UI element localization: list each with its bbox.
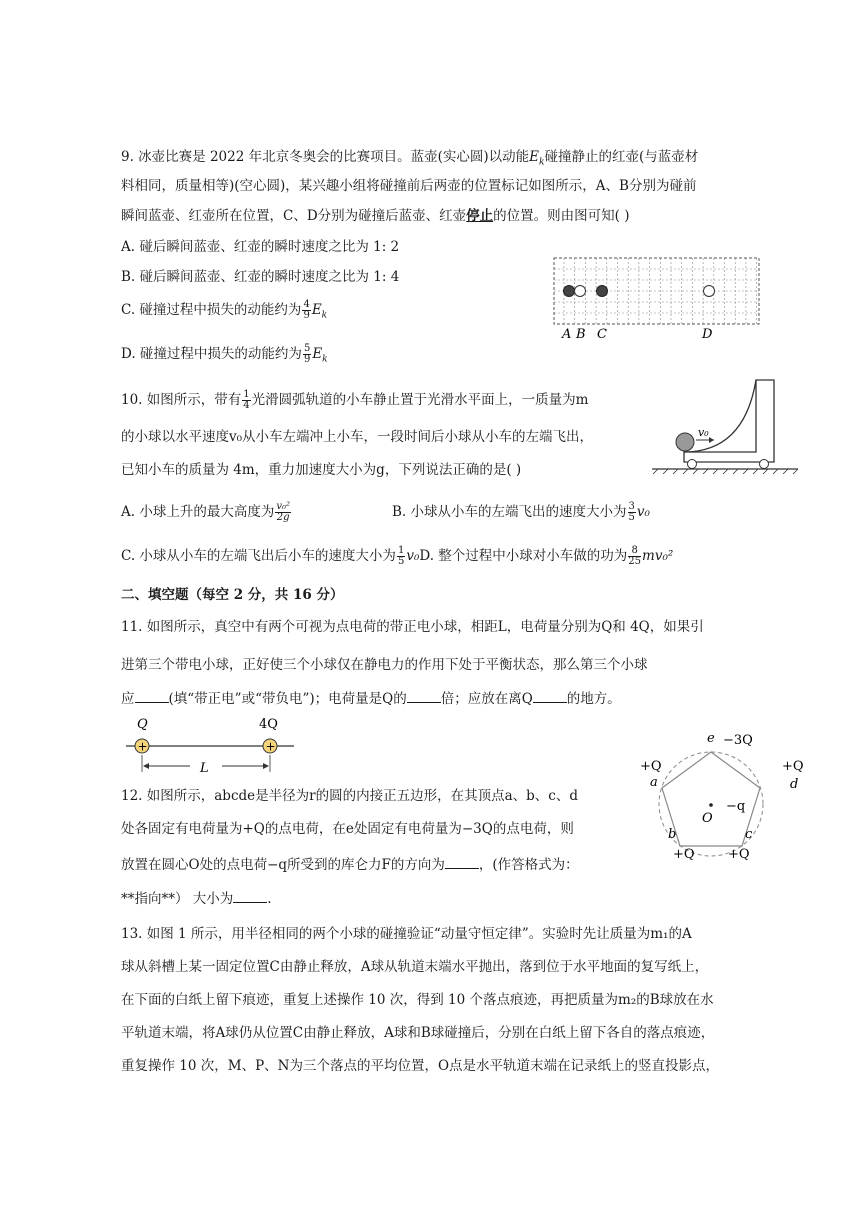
q10-option-c-d: C. 小球从小车的左端飞出后小车的速度大小为 $\frac{1}{5}$ v₀D. 整个过程中小球对小车做的功为 $\frac{8}{25}$ mv₀² [121,545,674,567]
ek-symbol: $E_k$ [529,149,545,168]
v0-label: v₀ [698,426,709,439]
q9-option-b: B. 碰后瞬间蓝壶、红壶的瞬时速度之比为 1: 4 [121,269,400,285]
label-b: B [576,327,586,342]
pentagon-charges-figure [638,726,814,864]
charge-a-label: +Q [640,759,662,774]
q9-line2: 料相同，质量相等)(空心圆)，某兴趣小组将碰撞前后两壶的位置标记如图所示，A、B分别为碰前 [121,178,697,194]
q13-line3: 在下面的白纸上留下痕迹，重复上述操作 10 次，得到 10 个落点痕迹，再把质量为m₂的B球放在水 [121,992,714,1008]
q10-option-a: A. 小球上升的最大高度为 $\frac{\text{v₀²}}{2g}$ [121,501,291,523]
q9-option-d: D. 碰撞过程中损失的动能约为 $\frac{5}{9}$ $E_k$ [121,343,328,365]
blue-stone-c [597,286,608,297]
ball [676,433,694,451]
q13-line2: 球从斜槽上某一固定位置C由静止释放，A球从轨道末端水平抛出，落到位于水平地面的复写纸上， [121,959,709,975]
charge-e-label: −3Q [723,733,753,748]
q10-line1: 10. 如图所示，带有 $\frac{1}{4}$ 光滑圆弧轨道的小车静止置于光滑水平面上，一质量为m [121,389,589,411]
underlined-stop: 停止 [466,208,494,224]
vertex-a-label: a [650,775,658,790]
svg-text:+: + [265,739,276,754]
cart-wheel-right [760,460,769,469]
q10-option-b: B. 小球从小车的左端飞出的速度大小为 $\frac{3}{5}$ v₀ [392,501,650,523]
charge-d-label: +Q [782,759,804,774]
blank-force-direction[interactable] [445,854,479,869]
q13-line4: 平轨道末端，将A球仍从位置C由静止释放，A球和B球碰撞后，分别在白纸上留下各自的落点痕迹， [121,1025,715,1041]
red-stone-d [704,286,715,297]
q11-line1: 11. 如图所示，真空中有两个可视为点电荷的带正电小球，相距L，电荷量分别为Q和 4Q，如果引 [121,619,704,635]
label-l: L [200,761,209,776]
q11-line2: 进第三个带电小球，正好使三个小球仅在静电力的作用下处于平衡状态，那么第三个小球 [121,657,648,673]
red-stone-b [575,286,586,297]
label-4q: 4Q [259,717,278,732]
q12-line3: 放置在圆心O处的点电荷−q所受到的库仑力F的方向为 ，(作答格式为： [121,854,579,874]
blue-stone-a [564,286,575,297]
label-q: Q [137,717,148,732]
q9-line3: 瞬间蓝壶、红壶所在位置，C、D分别为碰撞后蓝壶、红壶停止的位置。则由图可知( ) [121,208,630,224]
charge-c-label: +Q [728,847,750,862]
vertex-e-label: e [707,731,715,746]
q12-line2: 处各固定有电荷量为+Q的点电荷，在e处固定有电荷量为−3Q的点电荷，则 [121,821,574,837]
blank-charge-multiple[interactable] [407,688,441,703]
q9-line1: 9. 冰壶比赛是 2022 年北京冬奥会的比赛项目。蓝壶(实心圆)以动能$E_k$碰撞静止的红壶(与蓝壶材 [121,149,699,168]
curling-grid-figure [552,256,762,344]
q13-line1: 13. 如图 1 所示，用半径相同的两个小球的碰撞验证“动量守恒定律”。实验时先让质量为m₁的A [121,926,692,942]
vertex-c-label: c [745,827,753,842]
q10-line3: 已知小车的质量为 4m，重力加速度大小为g，下列说法正确的是( ) [121,462,522,478]
q9-option-a: A. 碰后瞬间蓝壶、红壶的瞬时速度之比为 1: 2 [121,239,400,255]
label-a: A [562,327,572,342]
center-o-label: O [702,811,713,826]
charge-b-label: +Q [673,847,695,862]
q12-line1: 12. 如图所示，abcde是半径为r的圆的内接正五边形，在其顶点a、b、c、d [121,788,578,804]
q11-line3: 应 (填“带正电”或“带负电”)；电荷量是Q的 倍；应放在离Q 的地方。 [121,688,621,708]
q9-option-c: C. 碰撞过程中损失的动能约为 $\frac{4}{9}$ $E_k$ [121,299,328,321]
svg-text:+: + [137,739,148,754]
section-fill-blank-heading: 二、填空题（每空 2 分，共 16 分） [121,587,344,603]
blank-force-magnitude[interactable] [233,888,267,903]
center-q-label: −q [726,799,746,814]
vertex-b-label: b [668,827,677,842]
label-d: D [702,327,713,342]
q13-line5: 重复操作 10 次，M、P、N为三个落点的平均位置，O点是水平轨道末端在记录纸上的竖直投影点， [121,1058,720,1074]
two-charges-figure [122,710,297,776]
blank-distance[interactable] [533,688,567,703]
label-c: C [597,327,607,342]
vertex-d-label: d [790,777,799,792]
q12-line4: **指向**） 大小为 . [121,888,272,908]
cart-arc-figure [648,376,800,474]
q10-line2: 的小球以水平速度v₀从小车左端冲上小车，一段时间后小球从小车的左端飞出， [121,429,594,445]
cart-wheel-left [688,460,697,469]
blank-charge-sign[interactable] [135,688,169,703]
